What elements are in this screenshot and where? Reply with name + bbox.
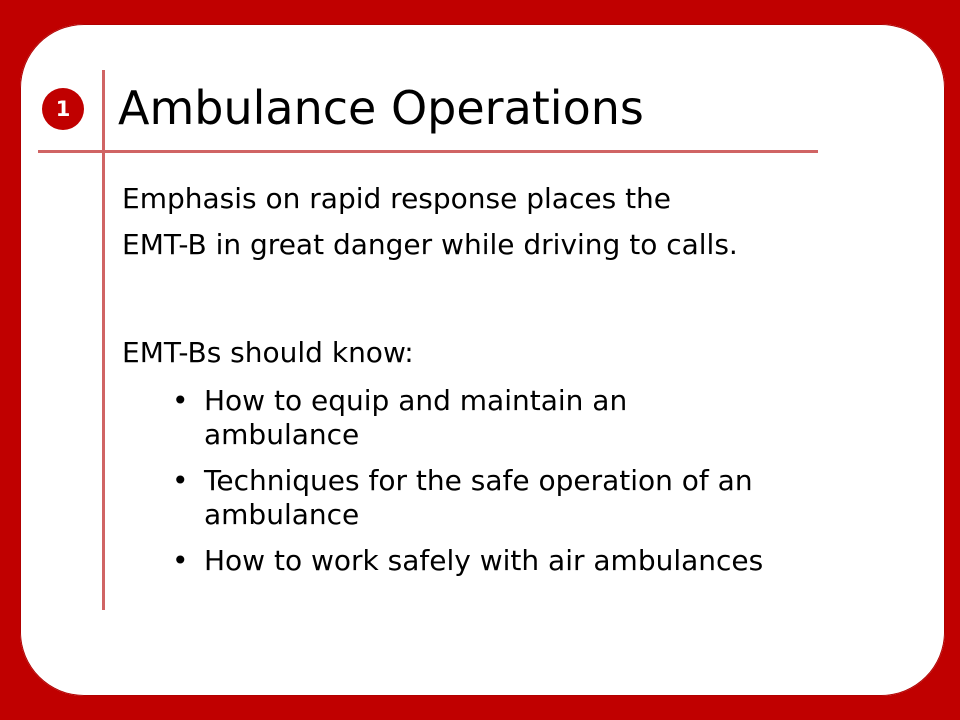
bullets-intro: EMT-Bs should know: xyxy=(122,336,414,369)
bullet-item-equip xyxy=(172,384,912,452)
bullet-text-line-1: Techniques for the safe operation of an xyxy=(204,464,753,497)
title-divider-horizontal xyxy=(38,150,818,153)
body-paragraph-line-1: Emphasis on rapid response places the xyxy=(122,182,672,215)
bullet-list xyxy=(172,384,912,590)
bullet-text-line-2: ambulance xyxy=(204,418,360,451)
bullet-marker: • xyxy=(172,464,189,497)
bullet-item-air-ambulances xyxy=(172,544,912,578)
bullet-marker: • xyxy=(172,384,189,417)
slide-title: Ambulance Operations xyxy=(118,81,644,135)
bullet-marker: • xyxy=(172,544,189,577)
slide-number-badge: 1 xyxy=(42,88,84,130)
body-paragraph-line-2: EMT-B in great danger while driving to calls. xyxy=(122,228,738,261)
title-divider-vertical xyxy=(102,70,105,610)
bullet-text-line-2: ambulance xyxy=(204,498,360,531)
bullet-item-techniques xyxy=(172,464,912,532)
bullet-text-line-1: How to work safely with air ambulances xyxy=(204,544,764,577)
bullet-text-line-1: How to equip and maintain an xyxy=(204,384,628,417)
